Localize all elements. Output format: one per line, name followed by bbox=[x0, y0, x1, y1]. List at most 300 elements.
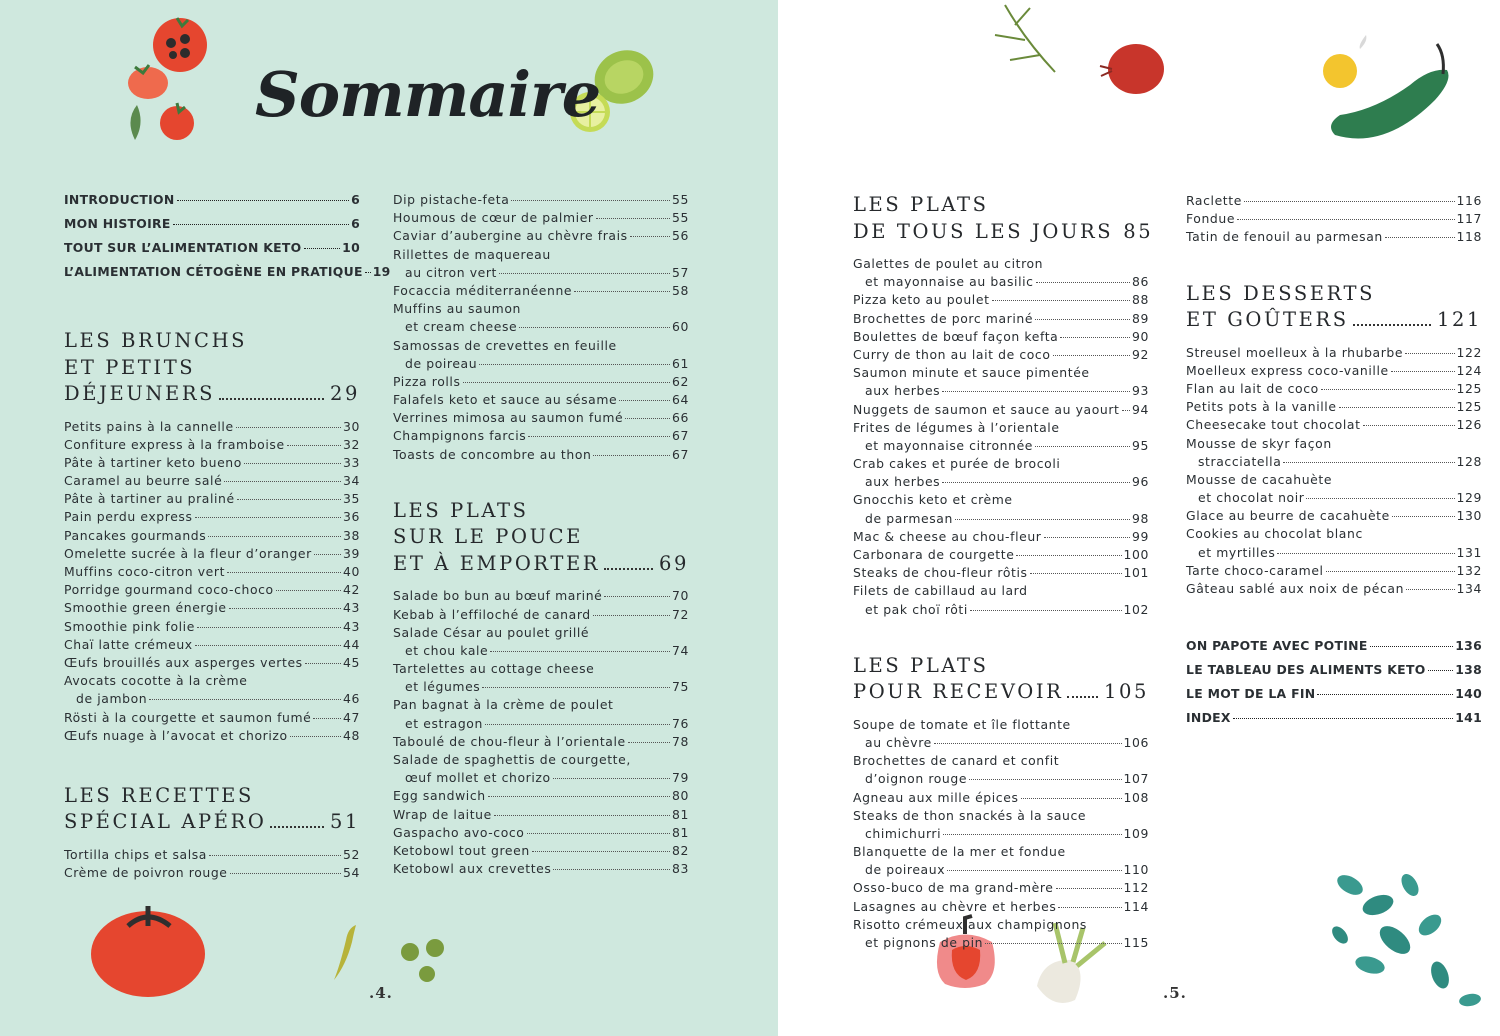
entry-page-number: 43 bbox=[343, 600, 360, 616]
toc-entry[interactable] bbox=[64, 690, 360, 708]
entry-title: au chèvre bbox=[865, 734, 932, 750]
entry-title: Fondue bbox=[1186, 211, 1236, 227]
entry-page-number: 10 bbox=[342, 240, 360, 255]
toc-entry[interactable] bbox=[853, 473, 1149, 491]
dot-leader bbox=[236, 427, 341, 428]
entry-title: Kebab à l’effiloché de canard bbox=[393, 606, 591, 622]
olives-illustration bbox=[395, 932, 455, 987]
toc-entry[interactable] bbox=[853, 437, 1149, 455]
entry-title: Pain perdu express bbox=[64, 509, 193, 525]
section-heading bbox=[393, 498, 689, 578]
entry-page-number: 106 bbox=[1123, 734, 1149, 750]
toc-entry[interactable] bbox=[1186, 435, 1482, 453]
section-heading-text: DE TOUS LES JOURS bbox=[853, 219, 1114, 243]
dot-leader bbox=[1385, 237, 1455, 238]
toc-entry[interactable] bbox=[393, 427, 689, 445]
section-heading-line: SUR LE POUCE bbox=[393, 525, 583, 549]
entry-title: Tortilla chips et salsa bbox=[64, 846, 207, 862]
entry-title: Houmous de cœur de palmier bbox=[393, 210, 594, 226]
toc-entry[interactable] bbox=[853, 382, 1149, 400]
entry-page-number: 134 bbox=[1456, 581, 1482, 596]
dot-leader bbox=[1339, 407, 1455, 408]
entry-page-number: 83 bbox=[672, 861, 689, 877]
toc-entry[interactable] bbox=[853, 546, 1149, 564]
entry-page-number: 64 bbox=[672, 392, 689, 408]
entry-page-number: 33 bbox=[343, 454, 360, 470]
dot-leader bbox=[485, 724, 670, 725]
dot-leader bbox=[1283, 462, 1454, 463]
entry-title: Tarte choco-caramel bbox=[1186, 562, 1324, 578]
entry-page-number: 6 bbox=[351, 192, 360, 207]
entry-page-number: 124 bbox=[1456, 362, 1482, 378]
entry-page-number: 131 bbox=[1456, 544, 1482, 560]
entry-title: Samossas de crevettes en feuille bbox=[393, 337, 617, 353]
page-number-left: .4. bbox=[369, 984, 393, 1002]
toc-entry[interactable] bbox=[853, 346, 1149, 364]
dot-leader bbox=[177, 200, 350, 201]
entry-page-number: 35 bbox=[343, 491, 360, 507]
entry-title: Gâteau sablé aux noix de pécan bbox=[1186, 581, 1405, 596]
dot-leader bbox=[955, 519, 1130, 520]
entry-title: INDEX bbox=[1186, 710, 1231, 726]
toc-entry[interactable] bbox=[393, 624, 689, 642]
entry-title: Lasagnes au chèvre et herbes bbox=[853, 898, 1057, 914]
section-heading-text: DÉJEUNERS bbox=[64, 382, 216, 405]
entry-page-number: 81 bbox=[672, 806, 689, 822]
entry-title: Pizza rolls bbox=[393, 373, 461, 389]
entry-title: Gaspacho avo-coco bbox=[393, 824, 525, 840]
toc-entry[interactable] bbox=[1186, 228, 1482, 246]
entry-list bbox=[1186, 344, 1482, 599]
entry-title: Petits pots à la vanille bbox=[1186, 399, 1337, 415]
section-heading-text: ET GOÛTERS bbox=[1186, 308, 1349, 332]
dot-leader bbox=[209, 855, 341, 856]
toc-entry[interactable] bbox=[393, 787, 689, 805]
dot-leader bbox=[1391, 371, 1455, 372]
toc-entry[interactable] bbox=[1186, 210, 1482, 228]
entry-title: Rillettes de maquereau bbox=[393, 246, 551, 262]
toc-entry[interactable] bbox=[853, 455, 1149, 473]
toc-entry[interactable] bbox=[393, 696, 689, 714]
dot-leader bbox=[1428, 670, 1454, 671]
entry-title: MON HISTOIRE bbox=[64, 216, 171, 231]
dot-leader bbox=[1053, 355, 1131, 356]
entry-title: Salade bo bun au bœuf mariné bbox=[393, 588, 603, 604]
entry-page-number: 30 bbox=[343, 418, 360, 434]
toc-entry[interactable] bbox=[64, 636, 360, 654]
dot-leader bbox=[604, 596, 670, 597]
section-heading-line bbox=[393, 551, 689, 578]
tomatoes-illustration bbox=[115, 15, 225, 155]
toc-link[interactable] bbox=[64, 212, 360, 236]
entry-title: Champignons farcis bbox=[393, 428, 527, 444]
entry-list bbox=[853, 716, 1149, 952]
entry-page-number: 36 bbox=[343, 509, 360, 525]
entry-title: Glace au beurre de cacahuète bbox=[1186, 508, 1390, 524]
dot-leader bbox=[149, 699, 341, 700]
entry-list bbox=[393, 587, 689, 878]
section-heading-line: LES PLATS bbox=[853, 653, 989, 677]
toc-entry[interactable] bbox=[64, 563, 360, 581]
entry-title: d’oignon rouge bbox=[865, 771, 968, 787]
toc-entry[interactable] bbox=[853, 861, 1149, 879]
entry-page-number: 101 bbox=[1123, 565, 1149, 581]
toc-entry[interactable] bbox=[64, 709, 360, 727]
entry-page-number: 70 bbox=[672, 588, 689, 604]
toc-entry[interactable] bbox=[393, 678, 689, 696]
dot-leader bbox=[1370, 646, 1454, 647]
toc-entry[interactable] bbox=[853, 789, 1149, 807]
entry-title: Wrap de laitue bbox=[393, 806, 492, 822]
dot-leader bbox=[494, 815, 670, 816]
toc-entry[interactable] bbox=[853, 255, 1149, 273]
toc-entry[interactable] bbox=[64, 545, 360, 563]
entry-title: Blanquette de la mer et fondue bbox=[853, 844, 1066, 860]
entry-title: Porridge gourmand coco-choco bbox=[64, 582, 274, 598]
dot-leader bbox=[628, 742, 670, 743]
section-heading-line: LES PLATS bbox=[853, 193, 989, 216]
entry-page-number: 107 bbox=[1123, 771, 1149, 787]
toc-entry[interactable] bbox=[64, 508, 360, 526]
entry-title: LE MOT DE LA FIN bbox=[1186, 686, 1316, 702]
toc-entry[interactable] bbox=[1186, 398, 1482, 416]
toc-entry[interactable] bbox=[1186, 380, 1482, 398]
toc-link[interactable] bbox=[1186, 682, 1482, 706]
entry-title: Œufs brouillés aux asperges vertes bbox=[64, 654, 303, 670]
toc-entry[interactable] bbox=[393, 264, 689, 282]
toc-entry[interactable] bbox=[393, 246, 689, 264]
toc-entry[interactable] bbox=[64, 846, 360, 864]
toc-entry[interactable] bbox=[1186, 525, 1482, 543]
toc-entry[interactable] bbox=[1186, 507, 1482, 525]
spinach-leaves-illustration bbox=[1300, 845, 1500, 1015]
entry-title: Cheesecake tout chocolat bbox=[1186, 417, 1361, 433]
entry-page-number: 44 bbox=[343, 636, 360, 652]
entry-page-number: 100 bbox=[1123, 547, 1149, 562]
toc-link[interactable] bbox=[1186, 706, 1482, 730]
toc-link[interactable] bbox=[64, 188, 360, 212]
toc-entry[interactable] bbox=[393, 733, 689, 751]
toc-entry[interactable] bbox=[853, 364, 1149, 382]
entry-page-number: 110 bbox=[1123, 862, 1149, 878]
dot-leader bbox=[208, 536, 341, 537]
section-heading bbox=[853, 192, 1154, 245]
entry-page-number: 129 bbox=[1456, 490, 1482, 506]
section-heading-text: POUR RECEVOIR bbox=[853, 680, 1064, 704]
section-recevoir bbox=[853, 653, 1149, 952]
entry-page-number: 125 bbox=[1456, 380, 1482, 396]
section-page-number: 105 bbox=[1103, 680, 1149, 704]
entry-title: et chocolat noir bbox=[1198, 490, 1305, 506]
entry-title: Toasts de concombre au thon bbox=[393, 446, 592, 462]
toc-entry[interactable] bbox=[853, 582, 1149, 600]
toc-entry[interactable] bbox=[1186, 471, 1482, 489]
toc-entry[interactable] bbox=[393, 842, 689, 860]
entry-title: TOUT SUR L’ALIMENTATION KETO bbox=[64, 240, 302, 255]
toc-entry[interactable] bbox=[64, 527, 360, 545]
entry-title: LE TABLEAU DES ALIMENTS KETO bbox=[1186, 662, 1426, 678]
entry-page-number: 89 bbox=[1132, 310, 1149, 326]
section-page-number: 121 bbox=[1436, 308, 1482, 332]
toc-entry[interactable] bbox=[853, 510, 1149, 528]
toc-entry[interactable] bbox=[1186, 562, 1482, 580]
toc-entry[interactable] bbox=[1186, 489, 1482, 507]
toc-entry[interactable] bbox=[393, 446, 689, 464]
toc-entry[interactable] bbox=[853, 898, 1149, 916]
page-number-right: .5. bbox=[1163, 984, 1187, 1002]
entry-page-number: 90 bbox=[1132, 328, 1149, 344]
entry-title: Filets de cabillaud au lard bbox=[853, 583, 1028, 599]
toc-entry[interactable] bbox=[393, 191, 689, 209]
entry-title: Galettes de poulet au citron bbox=[853, 256, 1044, 271]
dot-leader bbox=[1030, 573, 1122, 574]
toc-entry[interactable] bbox=[1186, 544, 1482, 562]
toc-entry[interactable] bbox=[853, 825, 1149, 843]
section-page-number: 51 bbox=[329, 810, 360, 834]
dot-leader bbox=[934, 743, 1122, 744]
entry-title: de poireau bbox=[405, 355, 478, 371]
toc-entry[interactable] bbox=[853, 807, 1149, 825]
entry-title: Moelleux express coco-vanille bbox=[1186, 362, 1389, 378]
entry-page-number: 32 bbox=[343, 436, 360, 452]
toc-entry[interactable] bbox=[853, 491, 1149, 509]
entry-title: et pignons de pin bbox=[865, 935, 984, 950]
toc-entry[interactable] bbox=[393, 806, 689, 824]
toc-entry[interactable] bbox=[853, 401, 1149, 419]
dot-leader bbox=[942, 482, 1130, 483]
dot-leader bbox=[1244, 201, 1455, 202]
entry-list bbox=[64, 846, 360, 882]
toc-entry[interactable] bbox=[1186, 192, 1482, 210]
entry-page-number: 58 bbox=[672, 282, 689, 298]
section-heading-line bbox=[1186, 307, 1482, 334]
toc-entry[interactable] bbox=[393, 660, 689, 678]
dot-leader bbox=[365, 272, 371, 273]
dot-leader bbox=[1056, 888, 1122, 889]
toc-entry[interactable] bbox=[64, 490, 360, 508]
dot-leader bbox=[1405, 353, 1454, 354]
toc-entry[interactable] bbox=[853, 770, 1149, 788]
toc-entry[interactable] bbox=[64, 727, 360, 745]
toc-entry[interactable] bbox=[393, 715, 689, 733]
entry-page-number: 86 bbox=[1132, 274, 1149, 290]
toc-entry[interactable] bbox=[393, 587, 689, 605]
entry-page-number: 102 bbox=[1123, 601, 1149, 617]
toc-entry[interactable] bbox=[64, 654, 360, 672]
toc-entry[interactable] bbox=[393, 373, 689, 391]
toc-entry[interactable] bbox=[393, 355, 689, 373]
entry-page-number: 78 bbox=[672, 733, 689, 749]
entry-title: Streusel moelleux à la rhubarbe bbox=[1186, 344, 1404, 360]
entry-title: Œufs nuage à l’avocat et chorizo bbox=[64, 727, 288, 743]
dot-leader bbox=[947, 870, 1121, 871]
entry-page-number: 116 bbox=[1456, 193, 1482, 208]
toc-entry[interactable] bbox=[853, 419, 1149, 437]
page-title: Sommaire bbox=[255, 58, 601, 131]
dot-leader bbox=[304, 248, 341, 249]
entry-page-number: 99 bbox=[1132, 528, 1149, 544]
section-page-number: 85 bbox=[1123, 219, 1154, 243]
entry-page-number: 80 bbox=[672, 788, 689, 804]
toc-entry[interactable] bbox=[393, 337, 689, 355]
entry-page-number: 6 bbox=[351, 216, 360, 231]
entry-page-number: 72 bbox=[672, 606, 689, 622]
toc-entry[interactable] bbox=[393, 769, 689, 787]
dot-leader bbox=[528, 436, 670, 437]
entry-page-number: 45 bbox=[343, 654, 360, 670]
entry-title: Caramel au beurre salé bbox=[64, 473, 223, 489]
toc-entry[interactable] bbox=[64, 581, 360, 599]
toc-entry[interactable] bbox=[1186, 362, 1482, 380]
entry-page-number: 40 bbox=[343, 564, 360, 579]
toc-entry[interactable] bbox=[853, 843, 1149, 861]
entry-page-number: 39 bbox=[343, 545, 360, 561]
toc-entry[interactable] bbox=[64, 864, 360, 882]
section-heading-line bbox=[853, 679, 1149, 706]
toc-entry[interactable] bbox=[393, 391, 689, 409]
entry-title: Smoothie green énergie bbox=[64, 600, 227, 616]
entry-title: aux herbes bbox=[865, 474, 941, 490]
entry-title: Verrines mimosa au saumon fumé bbox=[393, 410, 624, 426]
entry-page-number: 118 bbox=[1456, 229, 1482, 245]
entry-title: Focaccia méditerranéenne bbox=[393, 282, 573, 298]
toc-entry[interactable] bbox=[853, 564, 1149, 582]
toc-entry[interactable] bbox=[64, 472, 360, 490]
tomato-illustration bbox=[88, 896, 208, 1001]
entry-title: Gnocchis keto et crème bbox=[853, 492, 1013, 508]
entry-page-number: 79 bbox=[672, 770, 689, 786]
dot-leader bbox=[527, 833, 671, 834]
toc-entry[interactable] bbox=[853, 328, 1149, 346]
toc-entry[interactable] bbox=[1186, 580, 1482, 598]
entry-page-number: 92 bbox=[1132, 346, 1149, 362]
toc-entry[interactable] bbox=[393, 606, 689, 624]
entry-page-number: 76 bbox=[672, 715, 689, 731]
entry-page-number: 132 bbox=[1456, 562, 1482, 578]
toc-entry[interactable] bbox=[1186, 453, 1482, 471]
entry-title: Smoothie pink folie bbox=[64, 618, 195, 634]
toc-entry[interactable] bbox=[64, 454, 360, 472]
toc-link[interactable] bbox=[64, 236, 360, 260]
entry-page-number: 55 bbox=[672, 192, 689, 207]
entry-page-number: 141 bbox=[1455, 710, 1482, 726]
toc-entry[interactable] bbox=[64, 436, 360, 454]
entry-title: Crème de poivron rouge bbox=[64, 865, 228, 881]
toc-entry[interactable] bbox=[64, 418, 360, 436]
entry-title: INTRODUCTION bbox=[64, 192, 175, 207]
entry-title: Pizza keto au poulet bbox=[853, 292, 990, 308]
dot-leader bbox=[276, 590, 341, 591]
entry-title: stracciatella bbox=[1198, 453, 1282, 469]
toc-entry[interactable] bbox=[393, 300, 689, 318]
section-heading-line bbox=[64, 809, 360, 836]
toc-entry[interactable] bbox=[853, 273, 1149, 291]
entry-title: Pan bagnat à la crème de poulet bbox=[393, 697, 614, 713]
entry-page-number: 138 bbox=[1455, 662, 1482, 678]
entry-title: et estragon bbox=[405, 715, 483, 731]
toc-entry[interactable] bbox=[853, 310, 1149, 328]
entry-title: et cream cheese bbox=[405, 319, 518, 335]
dot-leader bbox=[1058, 907, 1121, 908]
toc-entry[interactable] bbox=[393, 860, 689, 878]
toc-column-1 bbox=[64, 188, 391, 882]
toc-entry[interactable] bbox=[853, 752, 1149, 770]
dot-leader bbox=[969, 779, 1121, 780]
dot-leader bbox=[1016, 555, 1121, 556]
dot-leader bbox=[1326, 571, 1455, 572]
toc-entry[interactable] bbox=[853, 601, 1149, 619]
dot-leader bbox=[553, 869, 670, 870]
entry-page-number: 95 bbox=[1132, 437, 1149, 453]
section-jours bbox=[853, 192, 1154, 619]
entry-title: Chaï latte crémeux bbox=[64, 636, 193, 652]
dot-leader bbox=[593, 455, 670, 456]
entry-title: Muffins au saumon bbox=[393, 301, 521, 317]
toc-entry[interactable] bbox=[393, 751, 689, 769]
toc-entry[interactable] bbox=[853, 291, 1149, 309]
section-heading-text: ET À EMPORTER bbox=[393, 551, 601, 575]
entry-list-recevoir-cont bbox=[1186, 192, 1482, 247]
toc-entry[interactable] bbox=[393, 318, 689, 336]
toc-entry[interactable] bbox=[64, 599, 360, 617]
entry-page-number: 62 bbox=[672, 373, 689, 389]
toc-entry[interactable] bbox=[853, 916, 1149, 934]
entry-title: de jambon bbox=[76, 691, 148, 707]
entry-title: et pak choï rôti bbox=[865, 601, 968, 617]
entry-title: Soupe de tomate et île flottante bbox=[853, 716, 1071, 732]
entry-title: et mayonnaise au basilic bbox=[865, 274, 1034, 290]
toc-entry[interactable] bbox=[393, 209, 689, 227]
toc-link[interactable] bbox=[1186, 634, 1482, 658]
toc-entry[interactable] bbox=[393, 409, 689, 427]
toc-entry[interactable] bbox=[393, 824, 689, 842]
section-page-number: 69 bbox=[658, 551, 689, 575]
toc-entry[interactable] bbox=[64, 672, 360, 690]
entry-title: Rösti à la courgette et saumon fumé bbox=[64, 709, 312, 725]
dot-leader bbox=[1067, 696, 1098, 698]
entry-page-number: 38 bbox=[343, 527, 360, 543]
dot-leader bbox=[1237, 219, 1454, 220]
entry-page-number: 67 bbox=[672, 428, 689, 444]
toc-entry[interactable] bbox=[853, 716, 1149, 734]
toc-link[interactable] bbox=[1186, 658, 1482, 682]
toc-entry[interactable] bbox=[64, 618, 360, 636]
toc-entry[interactable] bbox=[393, 642, 689, 660]
entry-title: Steaks de thon snackés à la sauce bbox=[853, 807, 1087, 823]
toc-entry[interactable] bbox=[1186, 344, 1482, 362]
entry-title: Agneau aux mille épices bbox=[853, 789, 1019, 805]
toc-entry[interactable] bbox=[853, 528, 1149, 546]
entry-title: Pâte à tartiner keto bueno bbox=[64, 454, 242, 470]
dot-leader bbox=[625, 418, 670, 419]
dot-leader bbox=[1044, 537, 1131, 538]
toc-entry[interactable] bbox=[1186, 416, 1482, 434]
toc-entry[interactable] bbox=[853, 734, 1149, 752]
dot-leader bbox=[574, 291, 670, 292]
entry-title: Curry de thon au lait de coco bbox=[853, 346, 1051, 362]
section-heading-line: LES DESSERTS bbox=[1186, 281, 1376, 305]
entry-title: Salade César au poulet grillé bbox=[393, 624, 590, 640]
dot-leader bbox=[1353, 324, 1431, 326]
toc-entry[interactable] bbox=[853, 879, 1149, 897]
entry-title: Muffins coco-citron vert bbox=[64, 564, 226, 579]
toc-entry[interactable] bbox=[393, 227, 689, 245]
entry-title: Ketobowl tout green bbox=[393, 842, 530, 858]
toc-entry[interactable] bbox=[853, 934, 1149, 952]
entry-title: Avocats cocotte à la crème bbox=[64, 673, 248, 689]
toc-link[interactable] bbox=[64, 260, 391, 284]
toc-entry[interactable] bbox=[393, 282, 689, 300]
